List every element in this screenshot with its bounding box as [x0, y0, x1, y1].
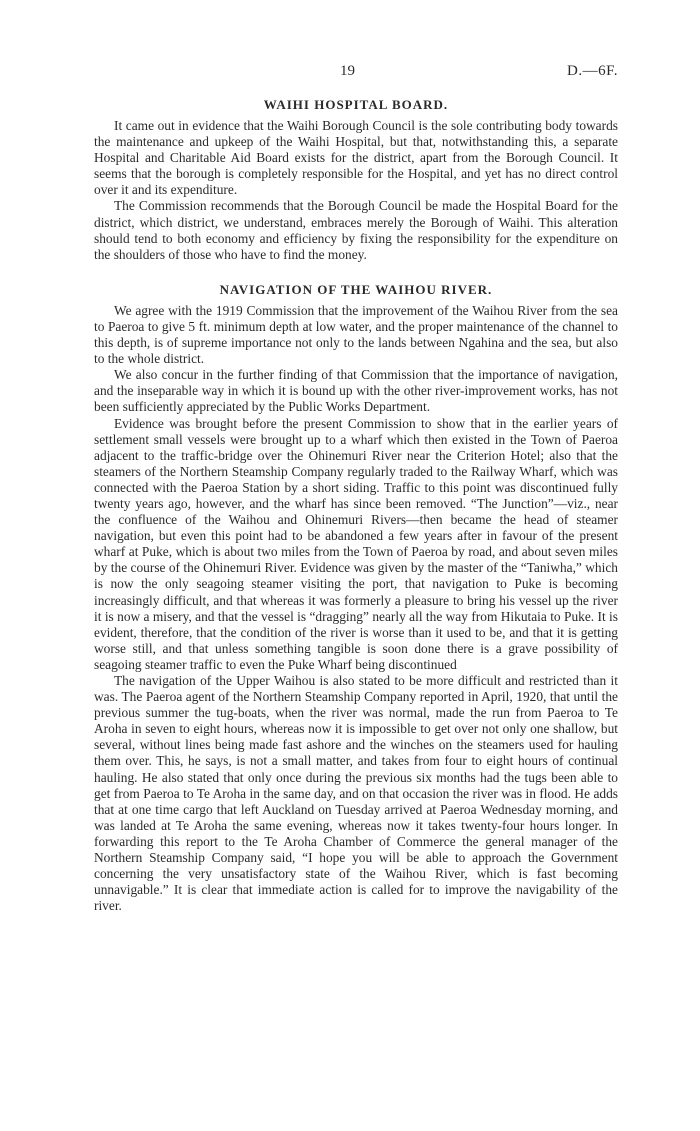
document-reference: D.—6F. [567, 63, 618, 79]
section-heading: WAIHI HOSPITAL BOARD. [263, 97, 449, 112]
paragraph: Evidence was brought before the present Commission to show that in the earlier years of settlement small vessels were brought up to a wharf which then existed in the Town of Paeroa adjacent to the traffic-bridge over the Ohinemuri River near the Criterion Hotel; also that the steamers of the Northern Steamship Company regularly traded to the Railway Wharf, which was connected with the Paeroa Station by a short siding. Traffic to this point was discontinued fully twenty years ago, however, and the wharf has since been removed. “The Junction”—viz., near the confluence of the Waihou and Ohinemuri Rivers—then became the head of steamer navigation, but even this point had to be abandoned a few years after in favour of the present wharf at Puke, which is about two miles from the Town of Paeroa by road, and about seven miles by the course of the Ohinemuri River. Evidence was given by the master of the “Taniwha,” which is now the only seagoing steamer visiting the port, that navigation to Puke is becoming increasingly difficult, and that whereas it was formerly a pleasure to bring his vessel up the river it is now a misery, and that the vessel is “dragging” nearly all the way from Hikutaia to Puke. It is evident, therefore, that the condition of the river is worse than it used to be, and that it is getting worse still, and that unless something tangible is soon done there is a grave possibility of seagoing steamer traffic to even the Puke Wharf being discontinued [94, 415, 618, 672]
paragraph: We agree with the 1919 Commission that the improvement of the Waihou River from the sea to Paeroa to give 5 ft. minimum depth at low water, and the proper maintenance of the channel to this depth, is of supreme importance not only to the lands between Ngahina and the sea, but also to the whole district. [94, 302, 618, 367]
paragraph: It came out in evidence that the Waihi Borough Council is the sole contributing body towards the maintenance and upkeep of the Waihi Hospital, but that, notwithstanding this, a separate Hospital and Charitable Aid Board exists for the district, apart from the Borough Council. It seems that the borough is completely responsible for the Hospital, and yet has no direct control over it and its expenditure. [94, 118, 618, 198]
document-body [94, 96, 618, 914]
page-number: 19 [340, 63, 355, 79]
section-waihi-hospital-board [94, 96, 618, 263]
section-navigation-waihou-river [94, 281, 618, 915]
paragraph: We also concur in the further finding of that Commission that the importance of navigation, and the inseparable way in which it is bound up with the other river-improvement works, has not been sufficiently appreciated by the Public Works Department. [94, 367, 618, 415]
paragraph: The Commission recommends that the Borough Council be made the Hospital Board for the district, which district, we understand, embraces merely the Borough of Waihi. This alteration should tend to both economy and efficiency by fixing the responsibility for the expenditure on the shoulders of those who have to find the money. [94, 198, 618, 262]
page-header [0, 63, 700, 83]
section-heading: NAVIGATION OF THE WAIHOU RIVER. [219, 281, 493, 297]
paragraph: The navigation of the Upper Waihou is also stated to be more difficult and restricted than it was. The Paeroa agent of the Northern Steamship Company reported in April, 1920, that until the previous summer the tug-boats, when the river was normal, made the run from Paeroa to Te Aroha in seven to eight hours, whereas now it is impossible to get over not only one shallow, but several, without lines being made fast ashore and the winches on the steamers used for hauling them over. This, he says, is not a small matter, and takes from four to eight hours of continual hauling. He also stated that only once during the previous six months had the tugs been able to get from Paeroa to Te Aroha in the same day, and on that occasion the river was in flood. He adds that at one time cargo that left Auckland on Tuesday arrived at Paeroa Wednesday morning, and was landed at Te Aroha the same evening, whereas now it takes twenty-four hours longer. In forwarding this report to the Te Aroha Chamber of Commerce the general manager of the Northern Steamship Company said, “I hope you will be able to approach the Government concerning the very unsatisfactory state of the Waihou River, which is fast becoming unnavigable.” It is clear that immediate action is called for to improve the navigability of the river. [94, 673, 618, 914]
